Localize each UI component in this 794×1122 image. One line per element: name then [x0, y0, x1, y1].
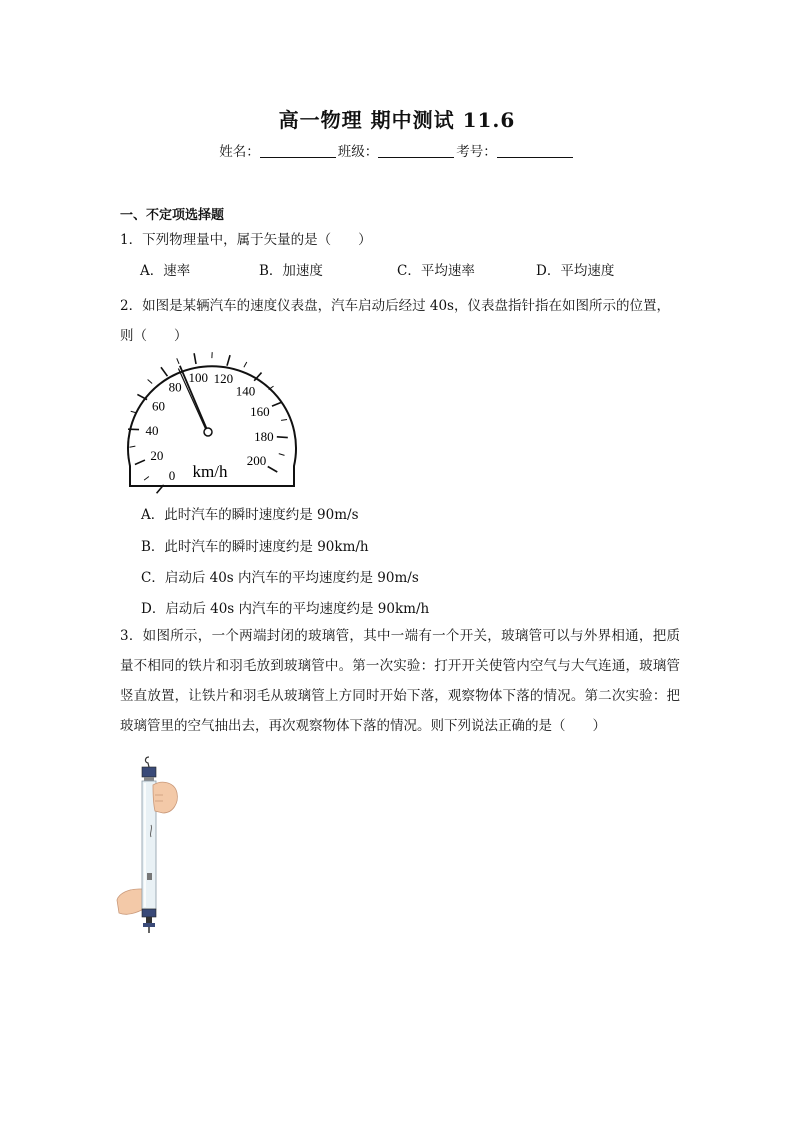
top-hand [153, 782, 177, 813]
question-1-stem: 1．下列物理量中，属于矢量的是（ ） [120, 232, 372, 248]
bottom-cap [142, 909, 156, 917]
name-label: 姓名： [219, 144, 260, 160]
question-2-stem-line2: 则（ ） [120, 328, 188, 344]
gauge-label: 20 [150, 447, 164, 463]
section-title: 一、不定项选择题 [120, 208, 225, 223]
top-cap [142, 767, 156, 777]
q1-option-b: B．加速度 [259, 263, 323, 279]
id-label: 考号： [456, 144, 497, 160]
q1-option-d: D．平均速度 [536, 263, 615, 279]
gauge-label: 180 [254, 428, 274, 444]
gauge-tick [194, 353, 196, 364]
speedometer-figure [118, 348, 300, 494]
q1-option-c: C．平均速率 [397, 263, 475, 279]
question-2-stem-line1: 2．如图是某辆汽车的速度仪表盘，汽车启动后经过 40s，仪表盘指针指在如图所示的位置， [120, 298, 670, 314]
gauge-tick [227, 355, 230, 366]
question-3-stem: 3．如图所示，一个两端封闭的玻璃管，其中一端有一个开关，玻璃管可以与外界相通，把质量不相同的铁片和羽毛放到玻璃管中。第一次实验：打开开关使管内空气与大气连通，玻璃管竖直放置，让铁片和羽毛从玻璃管上方同时开始下落，观察物体下落的情况。第二次实验：把玻璃管里的空气抽出去，再次观察物体下落的情况。则下列说法正确的是（ ） [120, 628, 680, 734]
gauge-tick [135, 460, 145, 464]
gauge-tick [161, 367, 167, 376]
gauge-tick [272, 402, 282, 406]
class-blank[interactable] [378, 145, 454, 158]
gauge-label: 160 [250, 404, 270, 420]
student-info [0, 140, 794, 160]
gauge-label: 100 [188, 369, 209, 385]
gauge-tick [129, 446, 135, 447]
glass-tube-figure [115, 755, 181, 937]
q2-option-a: A．此时汽车的瞬时速度约是 90m/s [141, 507, 359, 523]
q1-option-a: A．速率 [140, 263, 191, 279]
gauge-tick [281, 419, 287, 420]
id-blank[interactable] [497, 145, 573, 158]
name-blank[interactable] [260, 145, 336, 158]
gauge-label: 140 [235, 383, 256, 399]
gauge-unit: km/h [192, 462, 228, 481]
gauge-label: 80 [168, 379, 182, 395]
gauge-label: 0 [168, 467, 176, 483]
gauge-label: 40 [145, 423, 159, 439]
gauge-label: 200 [246, 453, 267, 468]
q2-option-c: C．启动后 40s 内汽车的平均速度约是 90m/s [141, 570, 419, 586]
gauge-tick [177, 358, 179, 364]
gauge-tick [148, 380, 153, 384]
gauge-label: 120 [213, 371, 234, 387]
hook [145, 757, 149, 767]
gauge-tick [279, 454, 285, 456]
valve-knob [143, 923, 155, 927]
class-label: 班级： [337, 144, 379, 160]
iron-piece [147, 873, 152, 880]
q2-option-d: D．启动后 40s 内汽车的平均速度约是 90km/h [141, 601, 430, 617]
gauge-pivot [204, 428, 212, 436]
q2-option-b: B．此时汽车的瞬时速度约是 90km/h [141, 539, 369, 555]
valve [146, 917, 152, 923]
gauge-label: 60 [152, 398, 166, 414]
gauge-tick [277, 437, 288, 438]
page-title: 高一物理 期中测试 11.6 [278, 108, 516, 132]
gauge-tick [268, 467, 278, 473]
gauge-tick [144, 477, 149, 481]
top-collar [144, 777, 154, 781]
gauge-tick [244, 362, 247, 367]
